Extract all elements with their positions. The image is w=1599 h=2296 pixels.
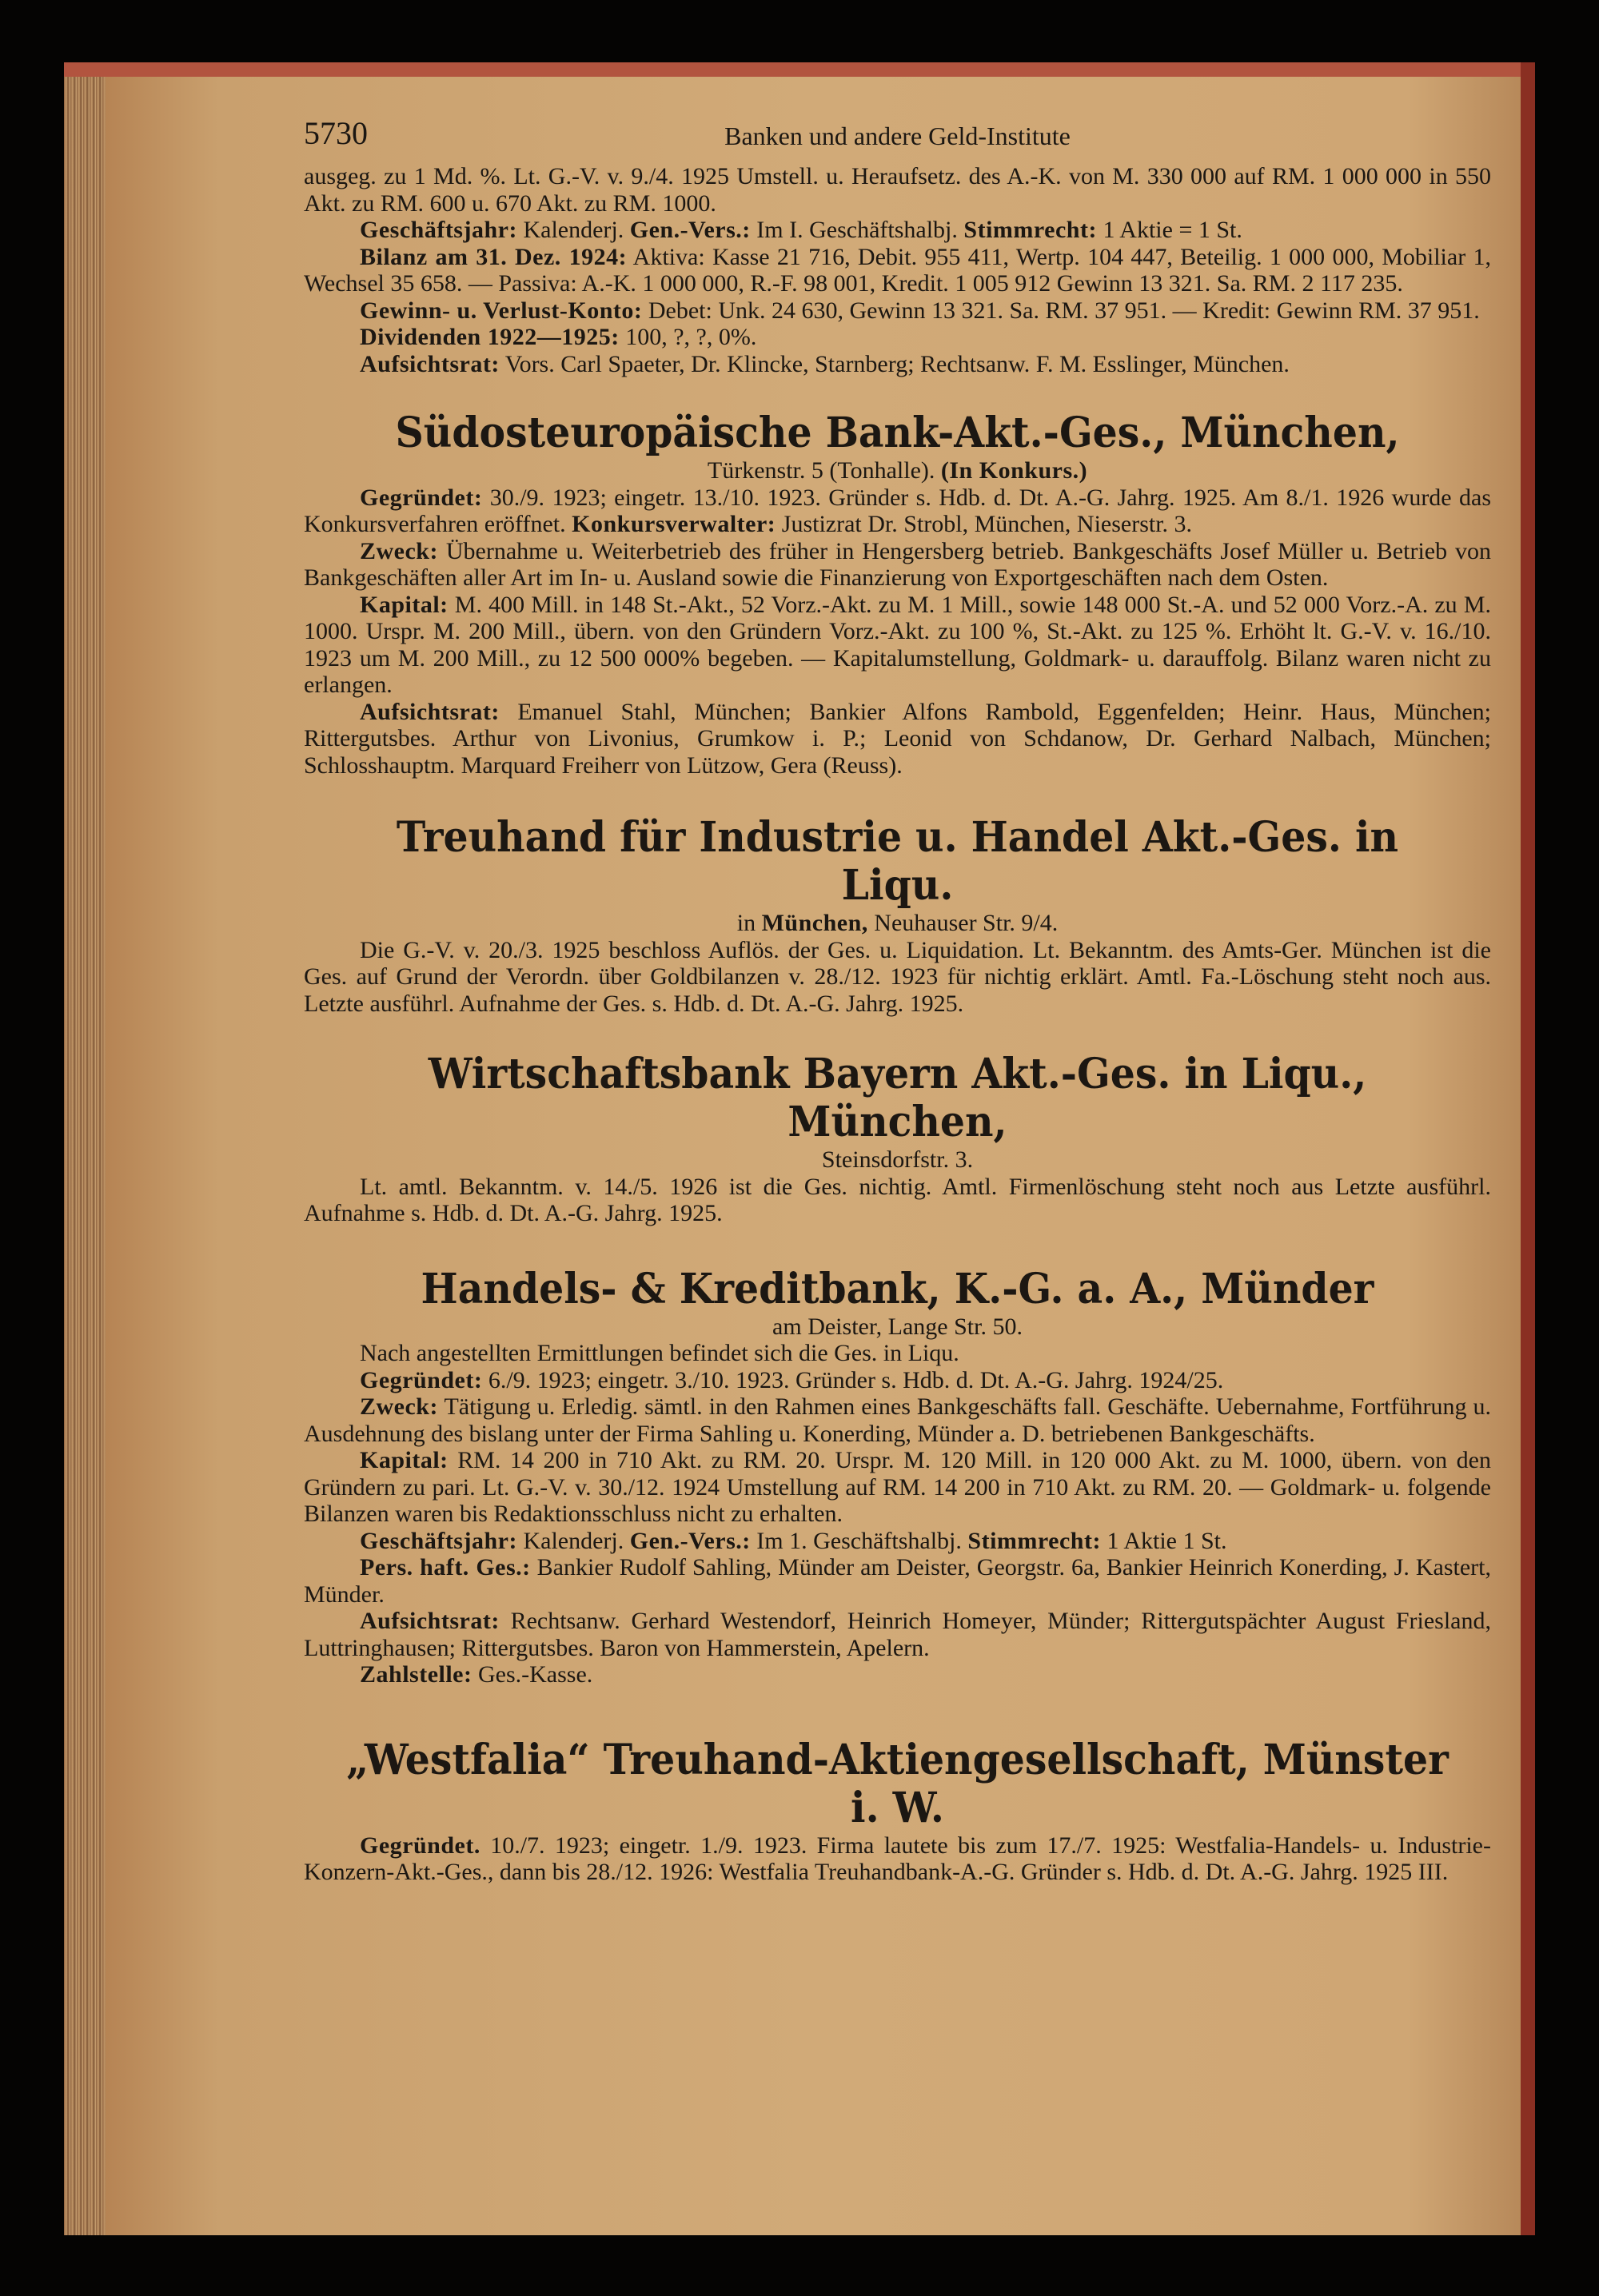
stimmrecht-text: 1 Aktie = 1 St.	[1096, 217, 1242, 243]
prev-entry-bilanz	[304, 244, 1491, 297]
entry-2-city: München,	[761, 910, 868, 936]
label-kapital: Kapital:	[360, 591, 449, 618]
label-gen-vers: Gen.-Vers.:	[629, 1527, 751, 1554]
entry-2-text: Die G.-V. v. 20./3. 1925 beschloss Auflös. der Ges. u. Liquidation. Lt. Bekanntm. des Amts-Ger. München ist die Ges. auf Grund der Verordn. über Goldbilanzen v. 28./12. 1923 für nichtig erklärt. Amtl. Fa.-Löschung steht noch aus. Letzte ausführl. Aufnahme der Ges. s. Hdb. d. Dt. A.-G. Jahrg. 1925.	[304, 936, 1491, 1017]
page-content	[304, 115, 1491, 1886]
prev-entry-aufsichtsrat	[304, 351, 1491, 378]
page-edges	[64, 77, 106, 2235]
stimmrecht-text: 1 Aktie 1 St.	[1100, 1527, 1227, 1554]
prev-entry-meeting	[304, 217, 1491, 244]
gen-vers-text: Im 1. Geschäftshalbj.	[750, 1527, 968, 1554]
label-kapital: Kapital:	[360, 1447, 449, 1473]
label-guv: Gewinn- u. Verlust-Konto:	[360, 297, 643, 324]
pers-haft-text: Bankier Rudolf Sahling, Münder am Deister, Georgstr. 6a, Bankier Heinrich Konerding, J. Kastert, Münder.	[304, 1554, 1491, 1608]
prev-entry-guv	[304, 297, 1491, 325]
zahlstelle-text: Ges.-Kasse.	[472, 1661, 593, 1688]
label-stimmrecht: Stimmrecht:	[963, 217, 1097, 243]
label-konkursverwalter: Konkursverwalter:	[572, 511, 776, 537]
label-stimmrecht: Stimmrecht:	[967, 1527, 1101, 1554]
entry-1-status: (In Konkurs.)	[940, 457, 1088, 484]
entry-1-gegruendet	[304, 484, 1491, 538]
gegruendet-text: 6./9. 1923; eingetr. 3./10. 1923. Gründer s. Hdb. d. Dt. A.-G. Jahrg. 1924/25.	[482, 1366, 1224, 1393]
konkursverwalter-text: Justizrat Dr. Strobl, München, Nieserstr. 3.	[776, 511, 1193, 537]
zweck-text: Tätigung u. Erledig. sämtl. in den Rahmen eines Bankgeschäfts fall. Geschäfte. Uebernahme, Fortführung u. Ausdehnung des bislang unter der Firma Sahling u. Konerding, Münder a. D. betriebenen Bankgeschäfts.	[304, 1393, 1491, 1447]
entry-5-gegruendet	[304, 1832, 1491, 1886]
label-geschaeftsjahr: Geschäftsjahr:	[360, 1527, 517, 1554]
prev-entry-dividenden	[304, 324, 1491, 351]
entry-4-aufsichtsrat	[304, 1608, 1491, 1661]
guv-text: Debet: Unk. 24 630, Gewinn 13 321. Sa. RM. 37 951. — Kredit: Gewinn RM. 37 951.	[642, 297, 1480, 324]
entry-4-zweck	[304, 1393, 1491, 1447]
label-dividenden: Dividenden 1922—1925:	[360, 324, 620, 350]
gegruendet-text: 30./9. 1923; eingetr. 13./10. 1923. Gründer s. Hdb. d. Dt. A.-G. Jahrg. 1925. Am 8./1. 1926 wurde das Konkursverfahren eröffnet.	[304, 484, 1491, 537]
gegruendet-text: 10./7. 1923; eingetr. 1./9. 1923. Firma lautete bis zum 17./7. 1925: Westfalia-Handels- u. Industrie-Konzern-Akt.-Ges., dann bis 28./12. 1926: Westfalia Treuhandbank-A.-G. Gründer s. Hdb. d. Dt. A.-G. Jahrg. 1925 III.	[304, 1832, 1491, 1885]
label-geschaeftsjahr: Geschäftsjahr:	[360, 217, 517, 243]
entry-2-address	[304, 910, 1491, 937]
aufsichtsrat-text: Emanuel Stahl, München; Bankier Alfons Rambold, Eggenfelden; Heinr. Haus, München; Rittergutsbes. Arthur von Livonius, Grumkow i. P.; Leonid von Schdanow, Dr. Gerhard Nalbach, München; Schlosshauptm. Marquard Freiherr von Lützow, Gera (Reuss).	[304, 698, 1491, 779]
entry-1-title: Südosteuropäische Bank-Akt.-Ges., München,	[395, 409, 1400, 457]
gen-vers-text: Im I. Geschäftshalbj.	[750, 217, 964, 243]
entry-4-title: Handels- & Kreditbank, K.-G. a. A., Münder	[421, 1264, 1374, 1313]
bilanz-text: Aktiva: Kasse 21 716, Debit. 955 411, Wertp. 104 447, Beteilig. 1 000 000, Mobiliar 1, Wechsel 35 658. — Passiva: A.-K. 1 000 000, R.-F. 98 001, Kredit. 1 005 912 Gewinn 13 321. Sa. RM. 2 117 235.	[304, 243, 1491, 297]
geschaeftsjahr-text: Kalenderj.	[516, 217, 630, 243]
kapital-text: M. 400 Mill. in 148 St.-Akt., 52 Vorz.-Akt. zu M. 1 Mill., sowie 148 000 St.-A. und 52 000 Vorz.-A. zu M. 1000. Urspr. M. 200 Mill., übern. von den Gründern Vorz.-Akt. zu 100 %, St.-Akt. zu 125 %. Erhöht lt. G.-V. v. 16./10. 1923 um M. 200 Mill., zu 12 500 000% begeben. — Kapitalumstellung, Goldmark- u. darauffolg. Bilanz waren nicht zu erlangen.	[304, 591, 1491, 698]
label-gegruendet: Gegründet:	[360, 484, 483, 511]
label-zahlstelle: Zahlstelle:	[360, 1661, 473, 1688]
label-aufsichtsrat: Aufsichtsrat:	[360, 698, 500, 725]
entry-4-address: am Deister, Lange Str. 50.	[772, 1313, 1023, 1340]
page-number: 5730	[304, 115, 368, 151]
prev-entry-capital: ausgeg. zu 1 Md. %. Lt. G.-V. v. 9./4. 1925 Umstell. u. Heraufsetz. des A.-K. von M. 330 000 auf RM. 1 000 000 in 550 Akt. zu RM. 600 u. 670 Akt. zu RM. 1000.	[304, 163, 1491, 217]
entry-3-title: Wirtschaftsbank Bayern Akt.-Ges. in Liqu., München,	[428, 1050, 1367, 1146]
entry-1-aufsichtsrat	[304, 699, 1491, 779]
entry-5-title: „Westfalia“ Treuhand-Aktiengesellschaft, Münster i. W.	[346, 1735, 1449, 1832]
entry-3-address: Steinsdorfstr. 3.	[821, 1146, 974, 1173]
dividenden-text: 100, ?, ?, 0%.	[619, 324, 757, 350]
label-pers-haft: Pers. haft. Ges.:	[360, 1554, 531, 1580]
kapital-text: RM. 14 200 in 710 Akt. zu RM. 20. Urspr. M. 120 Mill. in 120 000 Akt. zu M. 1000, übern. von den Gründern zu pari. Lt. G.-V. v. 30./12. 1924 Umstellung auf RM. 14 200 in 710 Akt. zu RM. 20. — Goldmark- u. folgende Bilanzen waren bis Redaktionsschluss nicht zu erhalten.	[304, 1447, 1491, 1527]
entry-1-kapital	[304, 592, 1491, 699]
label-gegruendet: Gegründet:	[360, 1366, 483, 1393]
aufsichtsrat-text: Rechtsanw. Gerhard Westendorf, Heinrich Homeyer, Münder; Rittergutspächter August Friesland, Luttringhausen; Rittergutsbes. Baron von Hammerstein, Apelern.	[304, 1608, 1491, 1661]
label-zweck: Zweck:	[360, 537, 438, 564]
entry-4-pers-haft	[304, 1554, 1491, 1608]
entry-2-title: Treuhand für Industrie u. Handel Akt.-Ges. in Liqu.	[396, 813, 1399, 910]
label-zweck: Zweck:	[360, 1393, 438, 1420]
entry-4-zahlstelle	[304, 1661, 1491, 1688]
entry-4-kapital	[304, 1447, 1491, 1528]
label-aufsichtsrat: Aufsichtsrat:	[360, 350, 500, 377]
label-bilanz: Bilanz am 31. Dez. 1924:	[360, 243, 628, 270]
aufsichtsrat-text: Vors. Carl Spaeter, Dr. Klincke, Starnberg; Rechtsanw. F. M. Esslinger, München.	[499, 350, 1290, 377]
label-gen-vers: Gen.-Vers.:	[629, 217, 751, 243]
entry-4-meeting	[304, 1528, 1491, 1555]
running-title: Banken und andere Geld-Institute	[724, 122, 1071, 150]
book-spine	[1521, 62, 1535, 2235]
running-head	[304, 115, 1491, 161]
geschaeftsjahr-text: Kalenderj.	[516, 1527, 630, 1554]
entry-2-sub-pre: in	[736, 910, 762, 936]
entry-4-note: Nach angestellten Ermittlungen befindet sich die Ges. in Liqu.	[360, 1340, 959, 1366]
entry-1-address	[304, 457, 1491, 484]
label-gegruendet: Gegründet.	[360, 1832, 480, 1859]
label-aufsichtsrat: Aufsichtsrat:	[360, 1608, 500, 1634]
zweck-text: Übernahme u. Weiterbetrieb des früher in Hengersberg betrieb. Bankgeschäfts Josef Müller u. Betrieb von Bankgeschäften aller Art im In- u. Ausland sowie die Finanzierung von Exportgeschäften nach dem Osten.	[304, 537, 1491, 591]
entry-2-street: Neuhauser Str. 9/4.	[867, 910, 1059, 936]
entry-3-text: Lt. amtl. Bekanntm. v. 14./5. 1926 ist die Ges. nichtig. Amtl. Firmenlöschung steht noch aus Letzte ausführl. Aufnahme s. Hdb. d. Dt. A.-G. Jahrg. 1925.	[304, 1173, 1491, 1226]
entry-4-gegruendet	[304, 1367, 1491, 1394]
entry-1-zweck	[304, 538, 1491, 592]
entry-1-address-text: Türkenstr. 5 (Tonhalle).	[707, 457, 941, 484]
